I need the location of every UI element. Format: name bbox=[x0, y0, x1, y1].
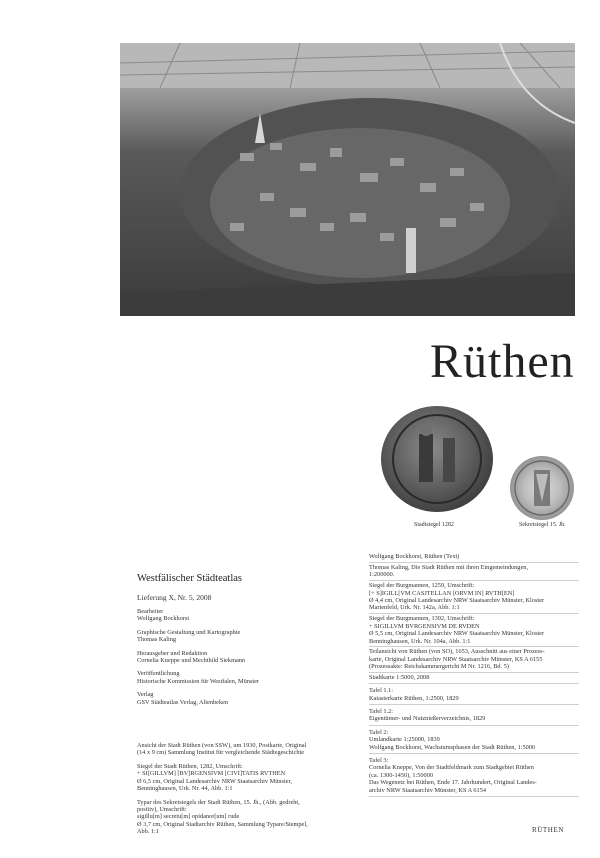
plate-line: (ca. 1300-1450), 1:50000 bbox=[369, 771, 434, 779]
credit-role: Verlag bbox=[137, 691, 154, 699]
source-line: (Prozessakte: Reichskammergericht M Nr. 1216, Bd. 5) bbox=[369, 663, 509, 671]
notes-list bbox=[137, 742, 337, 835]
source-line: Siegel der Burgmannen, 1392, Umschrift: bbox=[369, 615, 475, 623]
plate-line: Katasterkarte Rüthen, 1:2500, 1829 bbox=[369, 694, 459, 702]
town-title: Rüthen bbox=[430, 335, 575, 388]
note-line: Typar des Sekretsiegels der Stadt Rüthen, 15. Jh., (Abb. gedreht, bbox=[137, 798, 300, 806]
secret-seal-15th-century bbox=[510, 456, 574, 520]
credit-name: Wolfgang Bockhorst bbox=[137, 615, 190, 623]
source-line: Siegel der Burgmannen, 1259, Umschrift: bbox=[369, 582, 475, 590]
source-block bbox=[369, 648, 579, 673]
note-block bbox=[137, 799, 337, 836]
right-column bbox=[369, 553, 579, 798]
plate-line: Umlandkarte 1:25000, 1839 bbox=[369, 736, 440, 744]
source-line: Benninghausen, Urk. Nr. 104a, Abb. 1:1 bbox=[369, 637, 471, 645]
note-line: Abb. 1:1 bbox=[137, 828, 160, 836]
credit-block bbox=[137, 691, 337, 706]
source-block bbox=[369, 674, 579, 684]
note-line: (14 x 9 cm) Sammlung Institut für vergleichende Städtegeschichte bbox=[137, 749, 305, 757]
aerial-photo-sketch bbox=[120, 43, 575, 316]
source-block bbox=[369, 615, 579, 647]
plate-line: Cornelia Kneppe, Von der Stadtfeldmark zum Stadtgebiet Rüthen bbox=[369, 764, 534, 772]
credit-role: Veröffentlichung bbox=[137, 670, 180, 678]
credit-name: Cornelia Kneppe und Mechthild Siekmann bbox=[137, 657, 246, 665]
plate-line: Wolfgang Bockhorst, Wachstumsphasen der Stadt Rüthen, 1:5000 bbox=[369, 743, 536, 751]
source-line: Teilansicht von Rüthen (von SO), 1653, Ausschnitt aus einer Prozess- bbox=[369, 648, 545, 656]
note-line: sigillu[m] secretu[m] opidanor[um] rude bbox=[137, 813, 240, 821]
sources-list bbox=[369, 553, 579, 684]
source-line: 1:200000. bbox=[369, 571, 395, 579]
plate-block bbox=[369, 687, 579, 705]
credits-list bbox=[137, 608, 337, 706]
note-block bbox=[137, 742, 337, 757]
credit-name: Historische Kommission für Westfalen, Münster bbox=[137, 677, 259, 685]
plate-line: Das Wegenetz bei Rüthen, Ende 17. Jahrhundert, Original Landes- bbox=[369, 779, 537, 787]
source-block bbox=[369, 582, 579, 614]
credit-block bbox=[137, 670, 337, 685]
atlas-title: Westfälischer Städteatlas bbox=[137, 573, 242, 584]
plate-line: archiv NRW Staatsarchiv Münster, KS A 6154 bbox=[369, 786, 486, 794]
note-line: Siegel der Stadt Rüthen, 1282, Umschrift: bbox=[137, 762, 243, 770]
plates-list bbox=[369, 687, 579, 797]
city-seal-figure bbox=[381, 406, 493, 512]
plate-heading: Tafel 3: bbox=[369, 756, 389, 764]
source-block bbox=[369, 553, 579, 563]
source-line: karte, Original Landesarchiv NRW Staatsarchiv Münster, KS A 6155 bbox=[369, 655, 543, 663]
city-seal-1282 bbox=[381, 406, 493, 512]
note-line: positiv), Umschrift: bbox=[137, 805, 187, 813]
note-line: Ansicht der Stadt Rüthen (von SSW), um 1930, Postkarte, Original bbox=[137, 742, 307, 750]
large-seal-caption: Stadtsiegel 1282 bbox=[414, 522, 454, 528]
plate-heading: Tafel 2: bbox=[369, 728, 389, 736]
left-column bbox=[137, 573, 337, 842]
secret-seal-figure bbox=[510, 456, 574, 520]
source-line: Thomas Kaling, Die Stadt Rüthen mit ihren Eingemeindungen, bbox=[369, 563, 528, 571]
note-line: + SI[GILLVM] [BV]RGENSIVM [CIVI]TATIS RVTHEN bbox=[137, 770, 286, 778]
credit-block bbox=[137, 650, 337, 665]
issue-line: Lieferung X, Nr. 5, 2008 bbox=[137, 593, 212, 602]
credit-block bbox=[137, 608, 337, 623]
credit-role: Bearbeiter bbox=[137, 608, 164, 615]
plate-heading: Tafel 1.1: bbox=[369, 687, 394, 695]
source-line: Ø 5,5 cm, Original Landesarchiv NRW Staatsarchiv Münster, Kloster bbox=[369, 630, 545, 638]
source-line: + SIGILLVM BVRGENSIVM DE RVDEN bbox=[369, 622, 480, 630]
source-line: Wolfgang Bockhorst, Rüthen (Text) bbox=[369, 553, 460, 560]
credit-name: GSV Städteatlas Verlag, Altenbeken bbox=[137, 698, 229, 706]
aerial-town-photo bbox=[120, 43, 575, 316]
source-line: Stadtkarte 1:5000, 2008 bbox=[369, 674, 430, 682]
plate-block bbox=[369, 757, 579, 797]
plate-heading: Tafel 1.2: bbox=[369, 707, 394, 715]
source-line: Ø 4,4 cm, Original Landesarchiv NRW Staatsarchiv Münster, Kloster bbox=[369, 597, 545, 605]
footer-town-name: RÜTHEN bbox=[532, 826, 564, 834]
source-line: [+ S]IGILL[VM CASJTELLAN [ORVM IN] RVTH[EN] bbox=[369, 589, 515, 597]
credit-role: Herausgeber und Redaktion bbox=[137, 649, 208, 657]
note-line: Benninghausen, Urk. Nr. 44, Abb. 1:1 bbox=[137, 785, 233, 793]
note-line: Ø 3,7 cm, Original Stadtarchiv Rüthen, Sammlung Typare/Stempel, bbox=[137, 820, 308, 828]
source-block bbox=[369, 564, 579, 581]
plate-line: Eigentümer- und Nutznießerverzeichnis, 1829 bbox=[369, 715, 486, 723]
credit-name: Thomas Kaling bbox=[137, 636, 176, 644]
note-block bbox=[137, 763, 337, 793]
source-line: Marienfeld, Urk. Nr. 142a, Abb. 1:1 bbox=[369, 604, 460, 612]
plate-block bbox=[369, 729, 579, 754]
credit-block bbox=[137, 629, 337, 644]
plate-block bbox=[369, 708, 579, 726]
small-seal-caption: Sekretsiegel 15. Jh. bbox=[519, 522, 566, 528]
note-line: Ø 6,5 cm, Original Landesarchiv NRW Staatsarchiv Münster, bbox=[137, 777, 292, 785]
credit-role: Graphische Gestaltung und Kartographie bbox=[137, 628, 241, 636]
